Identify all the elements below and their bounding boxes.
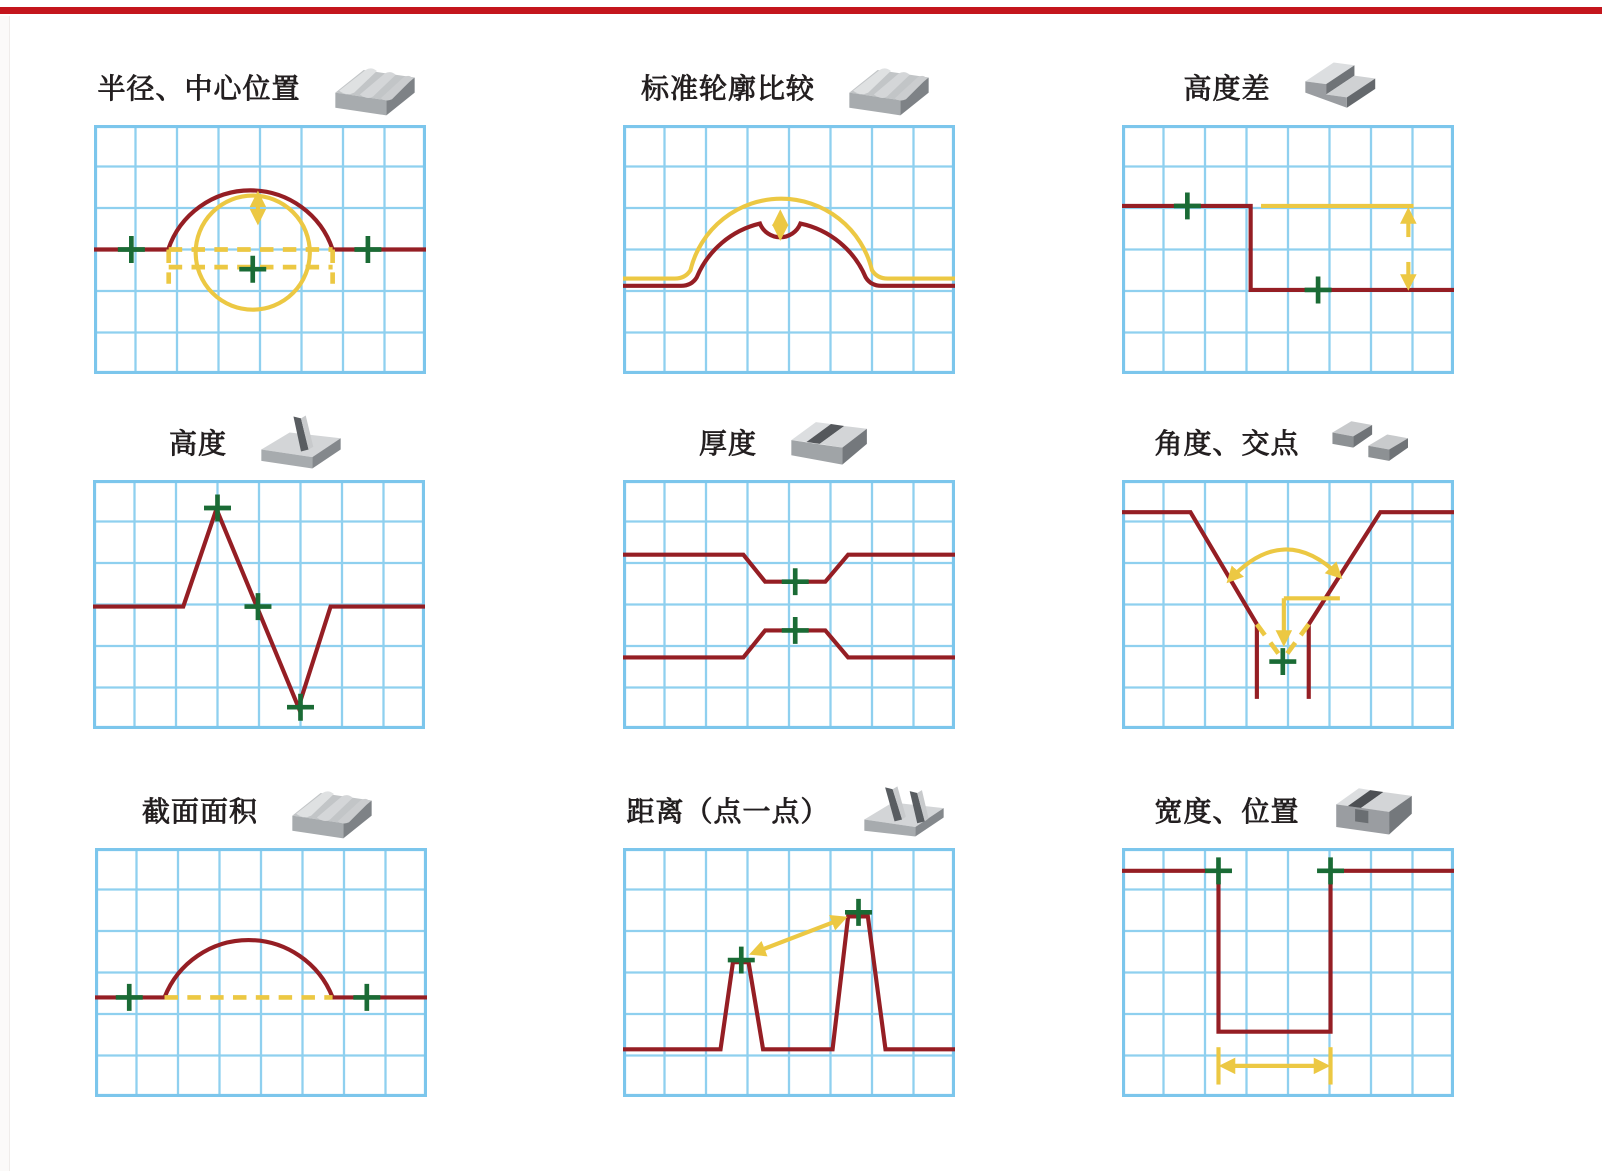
panel-title: 截面面积 — [141, 795, 258, 827]
diagram-width-position — [1122, 848, 1454, 1097]
panel-thickness — [623, 403, 955, 729]
panel-title: 标准轮廓比较 — [640, 72, 815, 104]
panel-radius-center — [94, 48, 426, 374]
diagram-distance — [623, 848, 955, 1097]
panel-header — [623, 403, 955, 480]
grooved-block-icon — [783, 408, 879, 476]
panel-title: 半径、中心位置 — [97, 72, 301, 104]
panel-distance-point-to-point — [623, 771, 955, 1097]
diagram-thickness — [623, 480, 955, 729]
grid-lines — [623, 848, 955, 1097]
panel-title: 距离（点一点） — [626, 795, 830, 827]
panel-title: 高度差 — [1183, 72, 1271, 104]
datum-markers — [1205, 857, 1344, 884]
panel-header — [95, 771, 427, 848]
page-left-edge — [0, 16, 10, 1171]
panel-header — [93, 403, 425, 480]
panel-title: 厚度 — [698, 427, 757, 459]
grid-lines — [623, 125, 955, 374]
panel-cross-section-area — [95, 771, 427, 1097]
top-accent-bar — [0, 7, 1602, 14]
diagram-profile-comparison — [623, 125, 955, 374]
panel-header — [94, 48, 426, 125]
panel-header — [1122, 403, 1454, 480]
panel-header — [1122, 48, 1454, 125]
measure-annotation — [1261, 206, 1414, 286]
panel-width-position — [1122, 771, 1454, 1097]
diagram-height — [93, 480, 425, 729]
wavy-surface-block-icon — [284, 776, 380, 844]
single-rib-block-icon — [253, 408, 349, 476]
panel-title: 角度、交点 — [1154, 427, 1300, 459]
wavy-surface-block-icon — [327, 53, 423, 121]
panel-title: 高度 — [168, 427, 227, 459]
panel-angle-intersection — [1122, 403, 1454, 729]
diagram-cross-section-area — [95, 848, 427, 1097]
panel-header — [1122, 771, 1454, 848]
stepped-block-icon — [1297, 53, 1393, 121]
datum-markers — [782, 568, 809, 644]
panel-title: 宽度、位置 — [1154, 795, 1300, 827]
grid-lines — [1122, 125, 1454, 374]
two-blocks-icon — [1326, 408, 1422, 476]
wavy-surface-block-icon — [841, 53, 937, 121]
grid-lines — [1122, 480, 1454, 729]
measure-annotation — [1218, 1047, 1330, 1084]
panel-height-difference — [1122, 48, 1454, 374]
grid-lines — [1122, 848, 1454, 1097]
double-rib-block-icon — [856, 776, 952, 844]
panel-profile-comparison — [623, 48, 955, 374]
panel-header — [623, 771, 955, 848]
channel-block-icon — [1326, 776, 1422, 844]
panel-header — [623, 48, 955, 125]
datum-markers — [1269, 648, 1296, 675]
diagram-radius-center — [94, 125, 426, 374]
grid-lines — [623, 480, 955, 729]
diagram-height-difference — [1122, 125, 1454, 374]
grid-lines — [95, 848, 427, 1097]
diagram-angle-intersection — [1122, 480, 1454, 729]
panel-height — [93, 403, 425, 729]
